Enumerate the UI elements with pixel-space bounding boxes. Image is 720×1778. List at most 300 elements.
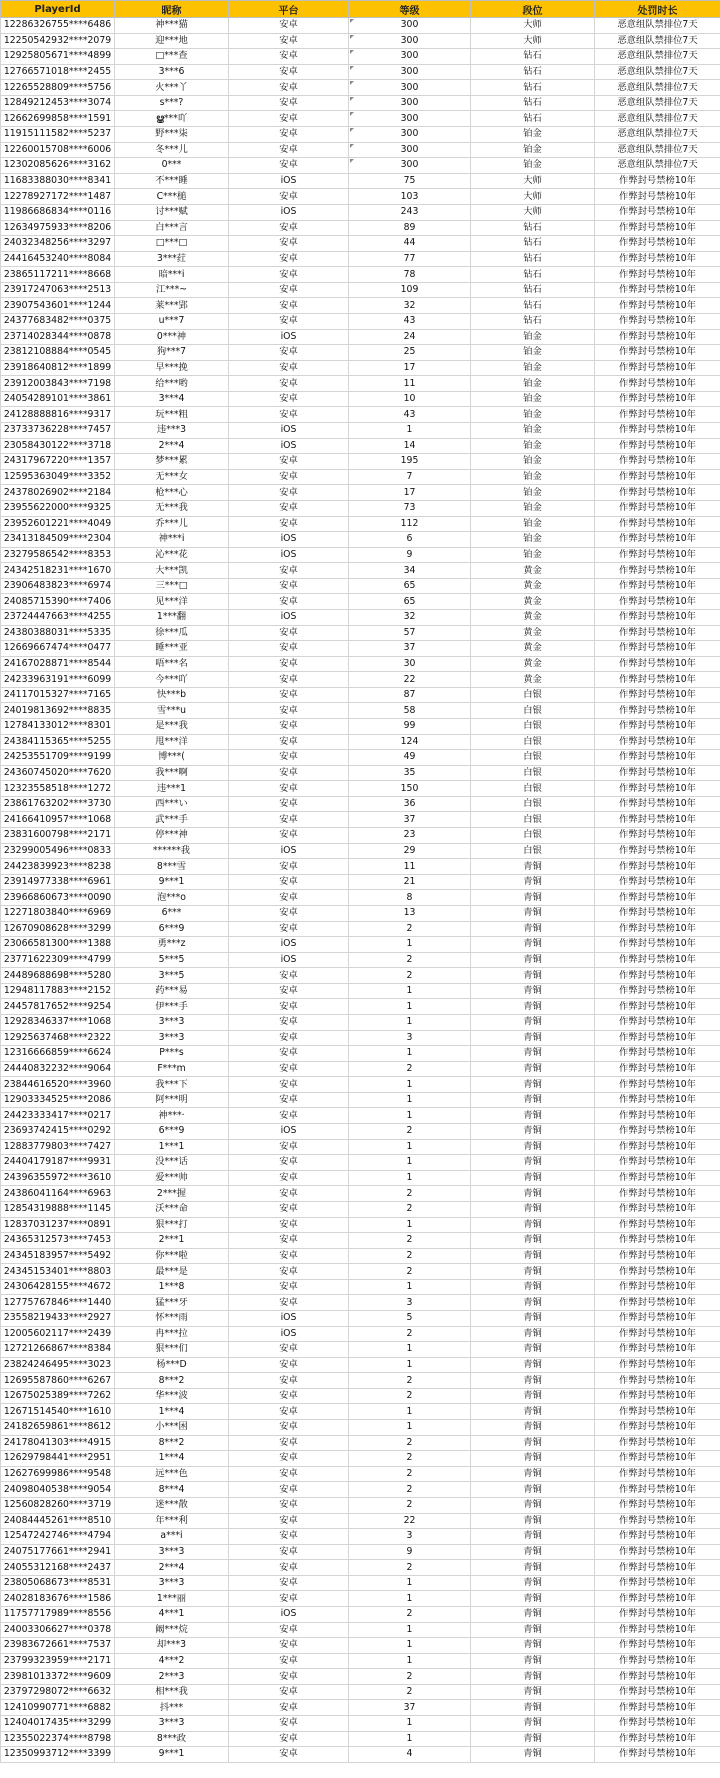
- cell-penalty[interactable]: 作弊封号禁榜10年: [595, 1108, 720, 1124]
- cell-level[interactable]: 9: [349, 1544, 471, 1560]
- cell-rank[interactable]: 青铜: [471, 874, 595, 890]
- cell-nickname[interactable]: 甩***洋: [115, 734, 229, 750]
- cell-platform[interactable]: 安卓: [229, 703, 349, 719]
- cell-nickname[interactable]: 无***我: [115, 500, 229, 516]
- cell-nickname[interactable]: 8***2: [115, 1373, 229, 1389]
- cell-nickname[interactable]: 6***9: [115, 1124, 229, 1140]
- cell-penalty[interactable]: 作弊封号禁榜10年: [595, 905, 720, 921]
- cell-level[interactable]: 43: [349, 313, 471, 329]
- cell-penalty[interactable]: 作弊封号禁榜10年: [595, 1248, 720, 1264]
- cell-platform[interactable]: 安卓: [229, 345, 349, 361]
- cell-playerid[interactable]: 12265528809****5756: [1, 80, 115, 96]
- cell-rank[interactable]: 青铜: [471, 1342, 595, 1358]
- cell-penalty[interactable]: 恶意组队禁排位7天: [595, 142, 720, 158]
- cell-rank[interactable]: 青铜: [471, 1638, 595, 1654]
- cell-playerid[interactable]: 23981013372****9609: [1, 1669, 115, 1685]
- cell-penalty[interactable]: 作弊封号禁榜10年: [595, 1451, 720, 1467]
- cell-nickname[interactable]: 火***丫: [115, 80, 229, 96]
- cell-rank[interactable]: 青铜: [471, 983, 595, 999]
- cell-level[interactable]: 87: [349, 687, 471, 703]
- cell-platform[interactable]: 安卓: [229, 1201, 349, 1217]
- cell-playerid[interactable]: 23279586542****8353: [1, 547, 115, 563]
- cell-penalty[interactable]: 作弊封号禁榜10年: [595, 952, 720, 968]
- cell-penalty[interactable]: 作弊封号禁榜10年: [595, 1233, 720, 1249]
- cell-level[interactable]: 1: [349, 1092, 471, 1108]
- cell-playerid[interactable]: 12883779803****7427: [1, 1139, 115, 1155]
- cell-playerid[interactable]: 12278927172****1487: [1, 189, 115, 205]
- cell-nickname[interactable]: ******我: [115, 843, 229, 859]
- cell-playerid[interactable]: 23955622000****9325: [1, 500, 115, 516]
- cell-rank[interactable]: 钻石: [471, 49, 595, 65]
- cell-level[interactable]: 43: [349, 407, 471, 423]
- cell-platform[interactable]: 安卓: [229, 220, 349, 236]
- cell-playerid[interactable]: 12849212453****3074: [1, 95, 115, 111]
- cell-platform[interactable]: 安卓: [229, 1108, 349, 1124]
- cell-level[interactable]: 1: [349, 1404, 471, 1420]
- cell-level[interactable]: 2: [349, 1264, 471, 1280]
- cell-level[interactable]: 2: [349, 1124, 471, 1140]
- cell-platform[interactable]: iOS: [229, 1326, 349, 1342]
- cell-penalty[interactable]: 作弊封号禁榜10年: [595, 516, 720, 532]
- cell-playerid[interactable]: 11986686834****0116: [1, 204, 115, 220]
- cell-playerid[interactable]: 24423333417****0217: [1, 1108, 115, 1124]
- cell-playerid[interactable]: 11915111582****5237: [1, 127, 115, 143]
- cell-penalty[interactable]: 作弊封号禁榜10年: [595, 1357, 720, 1373]
- cell-platform[interactable]: 安卓: [229, 968, 349, 984]
- cell-level[interactable]: 75: [349, 173, 471, 189]
- cell-nickname[interactable]: 是***我: [115, 719, 229, 735]
- cell-nickname[interactable]: C***槌: [115, 189, 229, 205]
- cell-nickname[interactable]: 睡***亚: [115, 641, 229, 657]
- cell-penalty[interactable]: 作弊封号禁榜10年: [595, 1342, 720, 1358]
- cell-platform[interactable]: 安卓: [229, 469, 349, 485]
- cell-platform[interactable]: 安卓: [229, 765, 349, 781]
- cell-rank[interactable]: 钻石: [471, 313, 595, 329]
- cell-platform[interactable]: 安卓: [229, 1264, 349, 1280]
- cell-platform[interactable]: 安卓: [229, 282, 349, 298]
- cell-rank[interactable]: 铂金: [471, 547, 595, 563]
- cell-level[interactable]: 1: [349, 983, 471, 999]
- cell-rank[interactable]: 青铜: [471, 968, 595, 984]
- cell-rank[interactable]: 青铜: [471, 1357, 595, 1373]
- cell-platform[interactable]: 安卓: [229, 376, 349, 392]
- cell-level[interactable]: 29: [349, 843, 471, 859]
- cell-platform[interactable]: 安卓: [229, 874, 349, 890]
- cell-penalty[interactable]: 作弊封号禁榜10年: [595, 485, 720, 501]
- cell-platform[interactable]: 安卓: [229, 1669, 349, 1685]
- cell-platform[interactable]: 安卓: [229, 750, 349, 766]
- cell-platform[interactable]: 安卓: [229, 921, 349, 937]
- cell-playerid[interactable]: 23812108884****0545: [1, 345, 115, 361]
- cell-platform[interactable]: 安卓: [229, 1529, 349, 1545]
- cell-platform[interactable]: 安卓: [229, 1497, 349, 1513]
- cell-playerid[interactable]: 24489688698****5280: [1, 968, 115, 984]
- cell-platform[interactable]: 安卓: [229, 672, 349, 688]
- cell-playerid[interactable]: 24342518231****1670: [1, 563, 115, 579]
- cell-platform[interactable]: 安卓: [229, 1638, 349, 1654]
- cell-playerid[interactable]: 12925637468****2322: [1, 1030, 115, 1046]
- cell-rank[interactable]: 大师: [471, 33, 595, 49]
- cell-level[interactable]: 1: [349, 937, 471, 953]
- cell-penalty[interactable]: 作弊封号禁榜10年: [595, 1513, 720, 1529]
- cell-rank[interactable]: 青铜: [471, 1030, 595, 1046]
- cell-penalty[interactable]: 作弊封号禁榜10年: [595, 1295, 720, 1311]
- cell-level[interactable]: 103: [349, 189, 471, 205]
- cell-platform[interactable]: 安卓: [229, 563, 349, 579]
- cell-nickname[interactable]: 却***3: [115, 1638, 229, 1654]
- cell-playerid[interactable]: 12928346337****1068: [1, 1015, 115, 1031]
- cell-platform[interactable]: 安卓: [229, 189, 349, 205]
- cell-platform[interactable]: 安卓: [229, 983, 349, 999]
- cell-penalty[interactable]: 作弊封号禁榜10年: [595, 173, 720, 189]
- cell-rank[interactable]: 青铜: [471, 1233, 595, 1249]
- cell-platform[interactable]: 安卓: [229, 1248, 349, 1264]
- cell-level[interactable]: 2: [349, 1606, 471, 1622]
- cell-penalty[interactable]: 作弊封号禁榜10年: [595, 1404, 720, 1420]
- cell-platform[interactable]: 安卓: [229, 1092, 349, 1108]
- cell-nickname[interactable]: 暗***i: [115, 267, 229, 283]
- cell-rank[interactable]: 青铜: [471, 1248, 595, 1264]
- cell-nickname[interactable]: 猛***牙: [115, 1295, 229, 1311]
- cell-penalty[interactable]: 作弊封号禁榜10年: [595, 1420, 720, 1436]
- cell-platform[interactable]: 安卓: [229, 828, 349, 844]
- cell-playerid[interactable]: 24167028871****8544: [1, 656, 115, 672]
- cell-nickname[interactable]: ൠ***吖: [115, 111, 229, 127]
- cell-rank[interactable]: 青铜: [471, 1497, 595, 1513]
- cell-rank[interactable]: 青铜: [471, 1046, 595, 1062]
- cell-penalty[interactable]: 作弊封号禁榜10年: [595, 578, 720, 594]
- cell-playerid[interactable]: 24028183676****1586: [1, 1591, 115, 1607]
- cell-nickname[interactable]: 给***哟: [115, 376, 229, 392]
- cell-rank[interactable]: 青铜: [471, 1295, 595, 1311]
- cell-platform[interactable]: iOS: [229, 423, 349, 439]
- cell-rank[interactable]: 白银: [471, 719, 595, 735]
- cell-level[interactable]: 10: [349, 391, 471, 407]
- cell-playerid[interactable]: 23805068673****8531: [1, 1575, 115, 1591]
- cell-playerid[interactable]: 23831600798****2171: [1, 828, 115, 844]
- cell-platform[interactable]: 安卓: [229, 1233, 349, 1249]
- cell-penalty[interactable]: 作弊封号禁榜10年: [595, 687, 720, 703]
- cell-penalty[interactable]: 作弊封号禁榜10年: [595, 500, 720, 516]
- cell-level[interactable]: 99: [349, 719, 471, 735]
- cell-nickname[interactable]: 4***2: [115, 1653, 229, 1669]
- cell-rank[interactable]: 铂金: [471, 407, 595, 423]
- cell-penalty[interactable]: 作弊封号禁榜10年: [595, 1046, 720, 1062]
- cell-nickname[interactable]: 2***3: [115, 1669, 229, 1685]
- cell-nickname[interactable]: 大***凯: [115, 563, 229, 579]
- cell-penalty[interactable]: 作弊封号禁榜10年: [595, 672, 720, 688]
- cell-level[interactable]: 2: [349, 1560, 471, 1576]
- cell-level[interactable]: 30: [349, 656, 471, 672]
- cell-platform[interactable]: 安卓: [229, 49, 349, 65]
- cell-penalty[interactable]: 作弊封号禁榜10年: [595, 1124, 720, 1140]
- cell-nickname[interactable]: 沃***命: [115, 1201, 229, 1217]
- cell-platform[interactable]: 安卓: [229, 641, 349, 657]
- cell-rank[interactable]: 黄金: [471, 609, 595, 625]
- cell-platform[interactable]: 安卓: [229, 1217, 349, 1233]
- cell-penalty[interactable]: 作弊封号禁榜10年: [595, 1264, 720, 1280]
- cell-penalty[interactable]: 作弊封号禁榜10年: [595, 703, 720, 719]
- cell-penalty[interactable]: 作弊封号禁榜10年: [595, 656, 720, 672]
- cell-penalty[interactable]: 恶意组队禁排位7天: [595, 127, 720, 143]
- cell-level[interactable]: 2: [349, 1669, 471, 1685]
- cell-rank[interactable]: 青铜: [471, 1310, 595, 1326]
- cell-rank[interactable]: 青铜: [471, 1217, 595, 1233]
- cell-platform[interactable]: 安卓: [229, 687, 349, 703]
- cell-rank[interactable]: 青铜: [471, 1435, 595, 1451]
- cell-nickname[interactable]: 杨***D: [115, 1357, 229, 1373]
- cell-platform[interactable]: 安卓: [229, 1544, 349, 1560]
- cell-playerid[interactable]: 24345153401****8803: [1, 1264, 115, 1280]
- cell-playerid[interactable]: 12695587860****6267: [1, 1373, 115, 1389]
- cell-nickname[interactable]: 枪***心: [115, 485, 229, 501]
- cell-rank[interactable]: 白银: [471, 781, 595, 797]
- cell-playerid[interactable]: 12634975933****8206: [1, 220, 115, 236]
- cell-level[interactable]: 2: [349, 1186, 471, 1202]
- cell-rank[interactable]: 铂金: [471, 485, 595, 501]
- cell-penalty[interactable]: 作弊封号禁榜10年: [595, 1529, 720, 1545]
- cell-platform[interactable]: 安卓: [229, 1684, 349, 1700]
- cell-platform[interactable]: 安卓: [229, 111, 349, 127]
- cell-playerid[interactable]: 24182659861****8612: [1, 1420, 115, 1436]
- cell-platform[interactable]: 安卓: [229, 812, 349, 828]
- cell-playerid[interactable]: 23906483823****6974: [1, 578, 115, 594]
- cell-nickname[interactable]: 野***柒: [115, 127, 229, 143]
- cell-nickname[interactable]: 0***神: [115, 329, 229, 345]
- cell-playerid[interactable]: 12837031237****0891: [1, 1217, 115, 1233]
- cell-playerid[interactable]: 12721266867****8384: [1, 1342, 115, 1358]
- cell-platform[interactable]: 安卓: [229, 18, 349, 34]
- cell-rank[interactable]: 青铜: [471, 1669, 595, 1685]
- cell-playerid[interactable]: 24128888816****9317: [1, 407, 115, 423]
- cell-penalty[interactable]: 作弊封号禁榜10年: [595, 360, 720, 376]
- cell-nickname[interactable]: 不***睡: [115, 173, 229, 189]
- cell-level[interactable]: 1: [349, 1591, 471, 1607]
- cell-level[interactable]: 1: [349, 1046, 471, 1062]
- cell-level[interactable]: 65: [349, 578, 471, 594]
- cell-rank[interactable]: 青铜: [471, 1155, 595, 1171]
- cell-penalty[interactable]: 恶意组队禁排位7天: [595, 95, 720, 111]
- cell-playerid[interactable]: 12560828260****3719: [1, 1497, 115, 1513]
- cell-playerid[interactable]: 12854319888****1145: [1, 1201, 115, 1217]
- cell-rank[interactable]: 黄金: [471, 625, 595, 641]
- cell-platform[interactable]: 安卓: [229, 1030, 349, 1046]
- cell-rank[interactable]: 青铜: [471, 1622, 595, 1638]
- cell-nickname[interactable]: 冉***拉: [115, 1326, 229, 1342]
- cell-level[interactable]: 13: [349, 905, 471, 921]
- cell-playerid[interactable]: 24386041164****6963: [1, 1186, 115, 1202]
- cell-level[interactable]: 1: [349, 1279, 471, 1295]
- cell-rank[interactable]: 青铜: [471, 890, 595, 906]
- cell-rank[interactable]: 青铜: [471, 1684, 595, 1700]
- cell-penalty[interactable]: 作弊封号禁榜10年: [595, 220, 720, 236]
- cell-level[interactable]: 1: [349, 999, 471, 1015]
- cell-level[interactable]: 1: [349, 1420, 471, 1436]
- cell-rank[interactable]: 青铜: [471, 1731, 595, 1747]
- cell-playerid[interactable]: 24380388031****5335: [1, 625, 115, 641]
- cell-nickname[interactable]: 小***困: [115, 1420, 229, 1436]
- cell-rank[interactable]: 大师: [471, 18, 595, 34]
- cell-rank[interactable]: 铂金: [471, 127, 595, 143]
- cell-rank[interactable]: 白银: [471, 750, 595, 766]
- cell-platform[interactable]: iOS: [229, 1124, 349, 1140]
- cell-playerid[interactable]: 23733736228****7457: [1, 423, 115, 439]
- cell-rank[interactable]: 铂金: [471, 454, 595, 470]
- cell-nickname[interactable]: 阚***烷: [115, 1622, 229, 1638]
- cell-rank[interactable]: 黄金: [471, 672, 595, 688]
- cell-penalty[interactable]: 作弊封号禁榜10年: [595, 812, 720, 828]
- cell-penalty[interactable]: 作弊封号禁榜10年: [595, 1279, 720, 1295]
- cell-penalty[interactable]: 作弊封号禁榜10年: [595, 1326, 720, 1342]
- cell-nickname[interactable]: 勇***z: [115, 937, 229, 953]
- cell-level[interactable]: 17: [349, 360, 471, 376]
- cell-playerid[interactable]: 23066581300****1388: [1, 937, 115, 953]
- cell-penalty[interactable]: 恶意组队禁排位7天: [595, 33, 720, 49]
- cell-level[interactable]: 2: [349, 1388, 471, 1404]
- cell-nickname[interactable]: 武***手: [115, 812, 229, 828]
- cell-level[interactable]: 24: [349, 329, 471, 345]
- cell-rank[interactable]: 钻石: [471, 64, 595, 80]
- cell-rank[interactable]: 铂金: [471, 500, 595, 516]
- cell-level[interactable]: 6: [349, 532, 471, 548]
- cell-nickname[interactable]: 药***易: [115, 983, 229, 999]
- cell-platform[interactable]: 安卓: [229, 1420, 349, 1436]
- cell-rank[interactable]: 白银: [471, 828, 595, 844]
- cell-rank[interactable]: 黄金: [471, 578, 595, 594]
- cell-playerid[interactable]: 23966860673****0090: [1, 890, 115, 906]
- cell-penalty[interactable]: 作弊封号禁榜10年: [595, 1560, 720, 1576]
- cell-level[interactable]: 7: [349, 469, 471, 485]
- cell-nickname[interactable]: 江***~: [115, 282, 229, 298]
- cell-playerid[interactable]: 24377683482****0375: [1, 313, 115, 329]
- cell-nickname[interactable]: 9***1: [115, 1747, 229, 1763]
- cell-rank[interactable]: 钻石: [471, 95, 595, 111]
- cell-playerid[interactable]: 12316666859****6624: [1, 1046, 115, 1062]
- cell-penalty[interactable]: 作弊封号禁榜10年: [595, 189, 720, 205]
- cell-nickname[interactable]: 违***3: [115, 423, 229, 439]
- cell-level[interactable]: 77: [349, 251, 471, 267]
- cell-penalty[interactable]: 作弊封号禁榜10年: [595, 859, 720, 875]
- cell-rank[interactable]: 白银: [471, 843, 595, 859]
- cell-nickname[interactable]: F***m: [115, 1061, 229, 1077]
- cell-rank[interactable]: 青铜: [471, 1373, 595, 1389]
- cell-playerid[interactable]: 23558219433****2927: [1, 1310, 115, 1326]
- cell-nickname[interactable]: □***查: [115, 49, 229, 65]
- cell-level[interactable]: 9: [349, 547, 471, 563]
- cell-penalty[interactable]: 作弊封号禁榜10年: [595, 532, 720, 548]
- cell-playerid[interactable]: 12595363049****3352: [1, 469, 115, 485]
- cell-level[interactable]: 3: [349, 1529, 471, 1545]
- cell-penalty[interactable]: 作弊封号禁榜10年: [595, 1155, 720, 1171]
- cell-penalty[interactable]: 作弊封号禁榜10年: [595, 874, 720, 890]
- cell-platform[interactable]: 安卓: [229, 1435, 349, 1451]
- cell-platform[interactable]: 安卓: [229, 1591, 349, 1607]
- cell-level[interactable]: 34: [349, 563, 471, 579]
- cell-platform[interactable]: 安卓: [229, 298, 349, 314]
- cell-platform[interactable]: 安卓: [229, 127, 349, 143]
- cell-platform[interactable]: 安卓: [229, 142, 349, 158]
- cell-penalty[interactable]: 作弊封号禁榜10年: [595, 1747, 720, 1763]
- cell-playerid[interactable]: 24345183957****5492: [1, 1248, 115, 1264]
- cell-penalty[interactable]: 作弊封号禁榜10年: [595, 1638, 720, 1654]
- cell-penalty[interactable]: 作弊封号禁榜10年: [595, 796, 720, 812]
- cell-rank[interactable]: 白银: [471, 765, 595, 781]
- cell-playerid[interactable]: 23861763202****3730: [1, 796, 115, 812]
- cell-penalty[interactable]: 作弊封号禁榜10年: [595, 204, 720, 220]
- header-penalty[interactable]: 处罚时长: [595, 1, 720, 18]
- cell-rank[interactable]: 铂金: [471, 391, 595, 407]
- cell-playerid[interactable]: 23799323959****2171: [1, 1653, 115, 1669]
- cell-playerid[interactable]: 24032348256****3297: [1, 236, 115, 252]
- cell-nickname[interactable]: 徐***瓜: [115, 625, 229, 641]
- cell-level[interactable]: 73: [349, 500, 471, 516]
- cell-platform[interactable]: 安卓: [229, 1295, 349, 1311]
- cell-level[interactable]: 8: [349, 890, 471, 906]
- cell-penalty[interactable]: 作弊封号禁榜10年: [595, 983, 720, 999]
- cell-platform[interactable]: 安卓: [229, 1170, 349, 1186]
- cell-nickname[interactable]: 2***1: [115, 1233, 229, 1249]
- cell-platform[interactable]: 安卓: [229, 1186, 349, 1202]
- cell-playerid[interactable]: 23865117211****8668: [1, 267, 115, 283]
- cell-rank[interactable]: 铂金: [471, 158, 595, 174]
- cell-nickname[interactable]: 冬***儿: [115, 142, 229, 158]
- cell-platform[interactable]: 安卓: [229, 1716, 349, 1732]
- cell-playerid[interactable]: 24178041303****4915: [1, 1435, 115, 1451]
- cell-level[interactable]: 23: [349, 828, 471, 844]
- cell-platform[interactable]: 安卓: [229, 890, 349, 906]
- cell-level[interactable]: 17: [349, 485, 471, 501]
- cell-level[interactable]: 2: [349, 1248, 471, 1264]
- cell-playerid[interactable]: 24084445261****8510: [1, 1513, 115, 1529]
- cell-penalty[interactable]: 作弊封号禁榜10年: [595, 968, 720, 984]
- cell-platform[interactable]: iOS: [229, 1310, 349, 1326]
- cell-nickname[interactable]: 迎***地: [115, 33, 229, 49]
- cell-playerid[interactable]: 12784133012****8301: [1, 719, 115, 735]
- cell-rank[interactable]: 青铜: [471, 999, 595, 1015]
- cell-level[interactable]: 89: [349, 220, 471, 236]
- cell-playerid[interactable]: 24317967220****1357: [1, 454, 115, 470]
- cell-platform[interactable]: 安卓: [229, 360, 349, 376]
- cell-penalty[interactable]: 作弊封号禁榜10年: [595, 1435, 720, 1451]
- cell-nickname[interactable]: 阿***明: [115, 1092, 229, 1108]
- cell-level[interactable]: 1: [349, 1357, 471, 1373]
- cell-rank[interactable]: 青铜: [471, 1077, 595, 1093]
- cell-penalty[interactable]: 作弊封号禁榜10年: [595, 407, 720, 423]
- cell-level[interactable]: 1: [349, 1155, 471, 1171]
- cell-rank[interactable]: 青铜: [471, 1591, 595, 1607]
- cell-penalty[interactable]: 作弊封号禁榜10年: [595, 1544, 720, 1560]
- cell-penalty[interactable]: 作弊封号禁榜10年: [595, 1653, 720, 1669]
- cell-playerid[interactable]: 12005602117****2439: [1, 1326, 115, 1342]
- cell-playerid[interactable]: 23917247063****2513: [1, 282, 115, 298]
- cell-rank[interactable]: 青铜: [471, 1716, 595, 1732]
- cell-platform[interactable]: 安卓: [229, 796, 349, 812]
- cell-platform[interactable]: 安卓: [229, 251, 349, 267]
- cell-nickname[interactable]: 狗***7: [115, 345, 229, 361]
- cell-penalty[interactable]: 作弊封号禁榜10年: [595, 1622, 720, 1638]
- cell-nickname[interactable]: 6***: [115, 905, 229, 921]
- cell-penalty[interactable]: 作弊封号禁榜10年: [595, 376, 720, 392]
- cell-penalty[interactable]: 作弊封号禁榜10年: [595, 609, 720, 625]
- cell-playerid[interactable]: 23907543601****1244: [1, 298, 115, 314]
- cell-rank[interactable]: 青铜: [471, 1575, 595, 1591]
- cell-penalty[interactable]: 恶意组队禁排位7天: [595, 64, 720, 80]
- cell-level[interactable]: 1: [349, 1342, 471, 1358]
- cell-level[interactable]: 36: [349, 796, 471, 812]
- cell-nickname[interactable]: 白***言: [115, 220, 229, 236]
- cell-platform[interactable]: 安卓: [229, 1700, 349, 1716]
- header-rank[interactable]: 段位: [471, 1, 595, 18]
